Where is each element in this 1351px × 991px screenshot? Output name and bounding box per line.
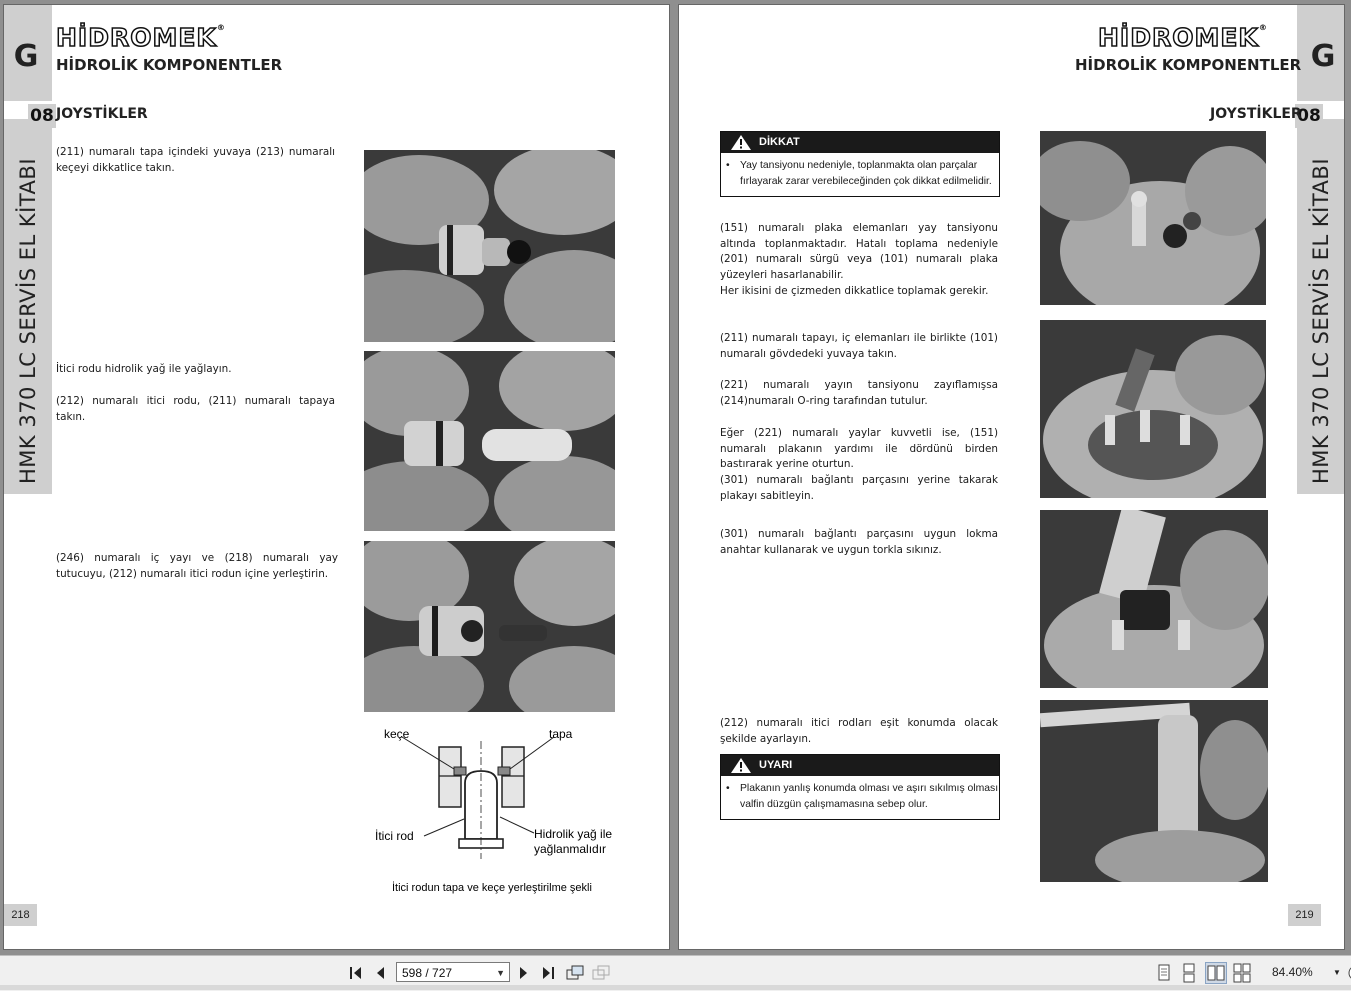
assembly-photo: [1040, 320, 1266, 498]
chevron-down-icon: ▼: [1333, 968, 1341, 977]
warning-triangle-icon: [730, 757, 752, 774]
previous-page-icon: [370, 962, 392, 984]
two-page-icon: [1206, 963, 1226, 983]
instruction-text: (211) numaralı tapa içindeki yuvaya (213) numaralı keçeyi dikkatlice takın.: [56, 146, 335, 174]
section-number: 08: [28, 104, 56, 128]
section-title: JOYSTİKLER: [56, 106, 148, 122]
diagram-label: Hidrolik yağ ile: [534, 827, 613, 841]
page-header: HİDROLİK KOMPONENTLER: [1075, 56, 1302, 74]
instruction-text: (212) numaralı itici rodu, (211) numaralı tapaya takın.: [56, 395, 335, 423]
diagram-label: yağlanmalıdır: [534, 842, 607, 856]
caution-body: • Yay tansiyonu nedeniyle, toplanmakta olan parçalar fırlayarak zarar verebileceğinden çok dikkat edilmelidir.: [726, 160, 992, 187]
section-title: JOYSTİKLER: [1210, 106, 1302, 122]
zoom-level[interactable]: 84.40%: [1272, 965, 1313, 979]
instruction-text: Eğer (221) numaralı yaylar kuvvetli ise, (151) numaralı plakanın yardımı ile dördünü birden bastırarak yerine oturtun.: [720, 427, 998, 470]
page-number: 219: [1288, 904, 1321, 926]
chapter-letter: G: [13, 39, 39, 74]
vertical-title: HMK 370 LC SERVİS EL KİTABI: [1309, 157, 1333, 485]
instruction-text: (246) numaralı iç yayı ve (218) numaralı yay tutucuyu, (212) numaralı itici rodun içine yerleştirin.: [56, 552, 338, 580]
page-header: HİDROLİK KOMPONENTLER: [56, 56, 283, 74]
instruction-text: (301) numaralı bağlantı parçasını uygun lokma anahtar kullanarak ve uygun torkla sıkınız.: [720, 528, 998, 556]
diagram-label: keçe: [384, 727, 410, 741]
first-page-icon: [345, 962, 367, 984]
two-page-continuous-icon: [1231, 962, 1253, 984]
instruction-text: (221) numaralı yayın tansiyonu zayıflamışsa (214)numaralı O-ring tarafından tutulur.: [720, 379, 998, 407]
caution-text: Yay tansiyonu nedeniyle, toplanmakta olan parçalar fırlayarak zarar verebileceğinden çok dikkat edilmelidir.: [740, 160, 992, 187]
last-page-icon: [537, 962, 559, 984]
horizontal-scrollbar[interactable]: [0, 985, 1351, 990]
warning-body: • Plakanın yanlış konumda olması ve aşırı sıkılmış olması valfin düzgün çalışmamasına sebep olur.: [726, 783, 999, 810]
warning-header: [721, 755, 999, 776]
single-page-view-button[interactable]: [1153, 962, 1175, 984]
assembly-photo: [1040, 510, 1268, 688]
next-page-icon: [512, 962, 534, 984]
vertical-title: HMK 370 LC SERVİS EL KİTABI: [16, 157, 40, 485]
diagram-label: İtici rod: [375, 829, 414, 843]
instruction-text: İtici rodu hidrolik yağ ile yağlayın.: [56, 363, 232, 375]
go-back-icon: [564, 962, 586, 984]
instruction-text: Her ikisini de çizmeden dikkatlice toplamak gerekir.: [720, 285, 989, 297]
chapter-letter: G: [1310, 39, 1336, 74]
page-number-field[interactable]: [396, 962, 510, 982]
section-number: 08: [1295, 104, 1323, 128]
two-page-view-button[interactable]: [1205, 962, 1227, 984]
assembly-photo: [364, 351, 615, 531]
warning-box: [720, 754, 1000, 820]
two-page-continuous-button[interactable]: [1231, 962, 1253, 984]
assembly-photo: [364, 541, 615, 712]
caution-header: [721, 132, 999, 153]
hidromek-logo: HİDROMEK®: [56, 23, 226, 52]
warning-triangle-icon: [730, 134, 752, 151]
previous-page-button[interactable]: [370, 962, 392, 984]
page-number: 218: [4, 904, 37, 926]
left-page: [3, 4, 670, 950]
warning-text: Plakanın yanlış konumda olması ve aşırı sıkılmış olması valfin düzgün çalışmamasına sebep olur.: [740, 783, 999, 810]
go-back-button[interactable]: [564, 962, 586, 984]
single-page-icon: [1153, 962, 1175, 984]
instruction-text: (211) numaralı tapayı, iç elemanları ile birlikte (101) numaralı gövdedeki yuvaya takın.: [720, 332, 998, 360]
diagram-caption: İtici rodun tapa ve keçe yerleştirilme şekli: [392, 882, 592, 894]
instruction-text: (301) numaralı bağlantı parçasını yerine takarak plakayı sabitleyin.: [720, 474, 998, 502]
continuous-view-button[interactable]: [1178, 962, 1200, 984]
zoom-out-icon: [1347, 962, 1351, 984]
diagram-label: tapa: [549, 727, 573, 741]
continuous-page-icon: [1178, 962, 1200, 984]
last-page-button[interactable]: [537, 962, 559, 984]
first-page-button[interactable]: [345, 962, 367, 984]
assembly-photo: [1040, 131, 1266, 305]
instruction-text: (212) numaralı itici rodları eşit konumda olacak şekilde ayarlayın.: [720, 717, 998, 745]
assembly-photo: [364, 150, 615, 342]
assembly-photo: [1040, 700, 1268, 882]
page-indicator: 598 / 727: [402, 966, 453, 980]
go-forward-icon: [590, 962, 612, 984]
next-page-button[interactable]: [512, 962, 534, 984]
plug-seal-diagram: [364, 721, 624, 906]
go-forward-button[interactable]: [590, 962, 612, 984]
caution-title: DİKKAT: [759, 136, 800, 148]
hidromek-logo: HİDROMEK®: [1098, 23, 1268, 52]
chevron-down-icon[interactable]: ▼: [496, 968, 505, 978]
right-page: [678, 4, 1345, 950]
instruction-text: (151) numaralı plaka elemanları yay tansiyonu altında toplanmaktadır. Hatalı toplama nedeniyle (201) numaralı sürgü veya (101) numaralı plaka yüzeyleri hasarlanabilir.: [720, 222, 998, 281]
warning-title: UYARI: [759, 759, 793, 771]
caution-box: [720, 131, 1000, 197]
zoom-out-button[interactable]: [1341, 962, 1351, 984]
